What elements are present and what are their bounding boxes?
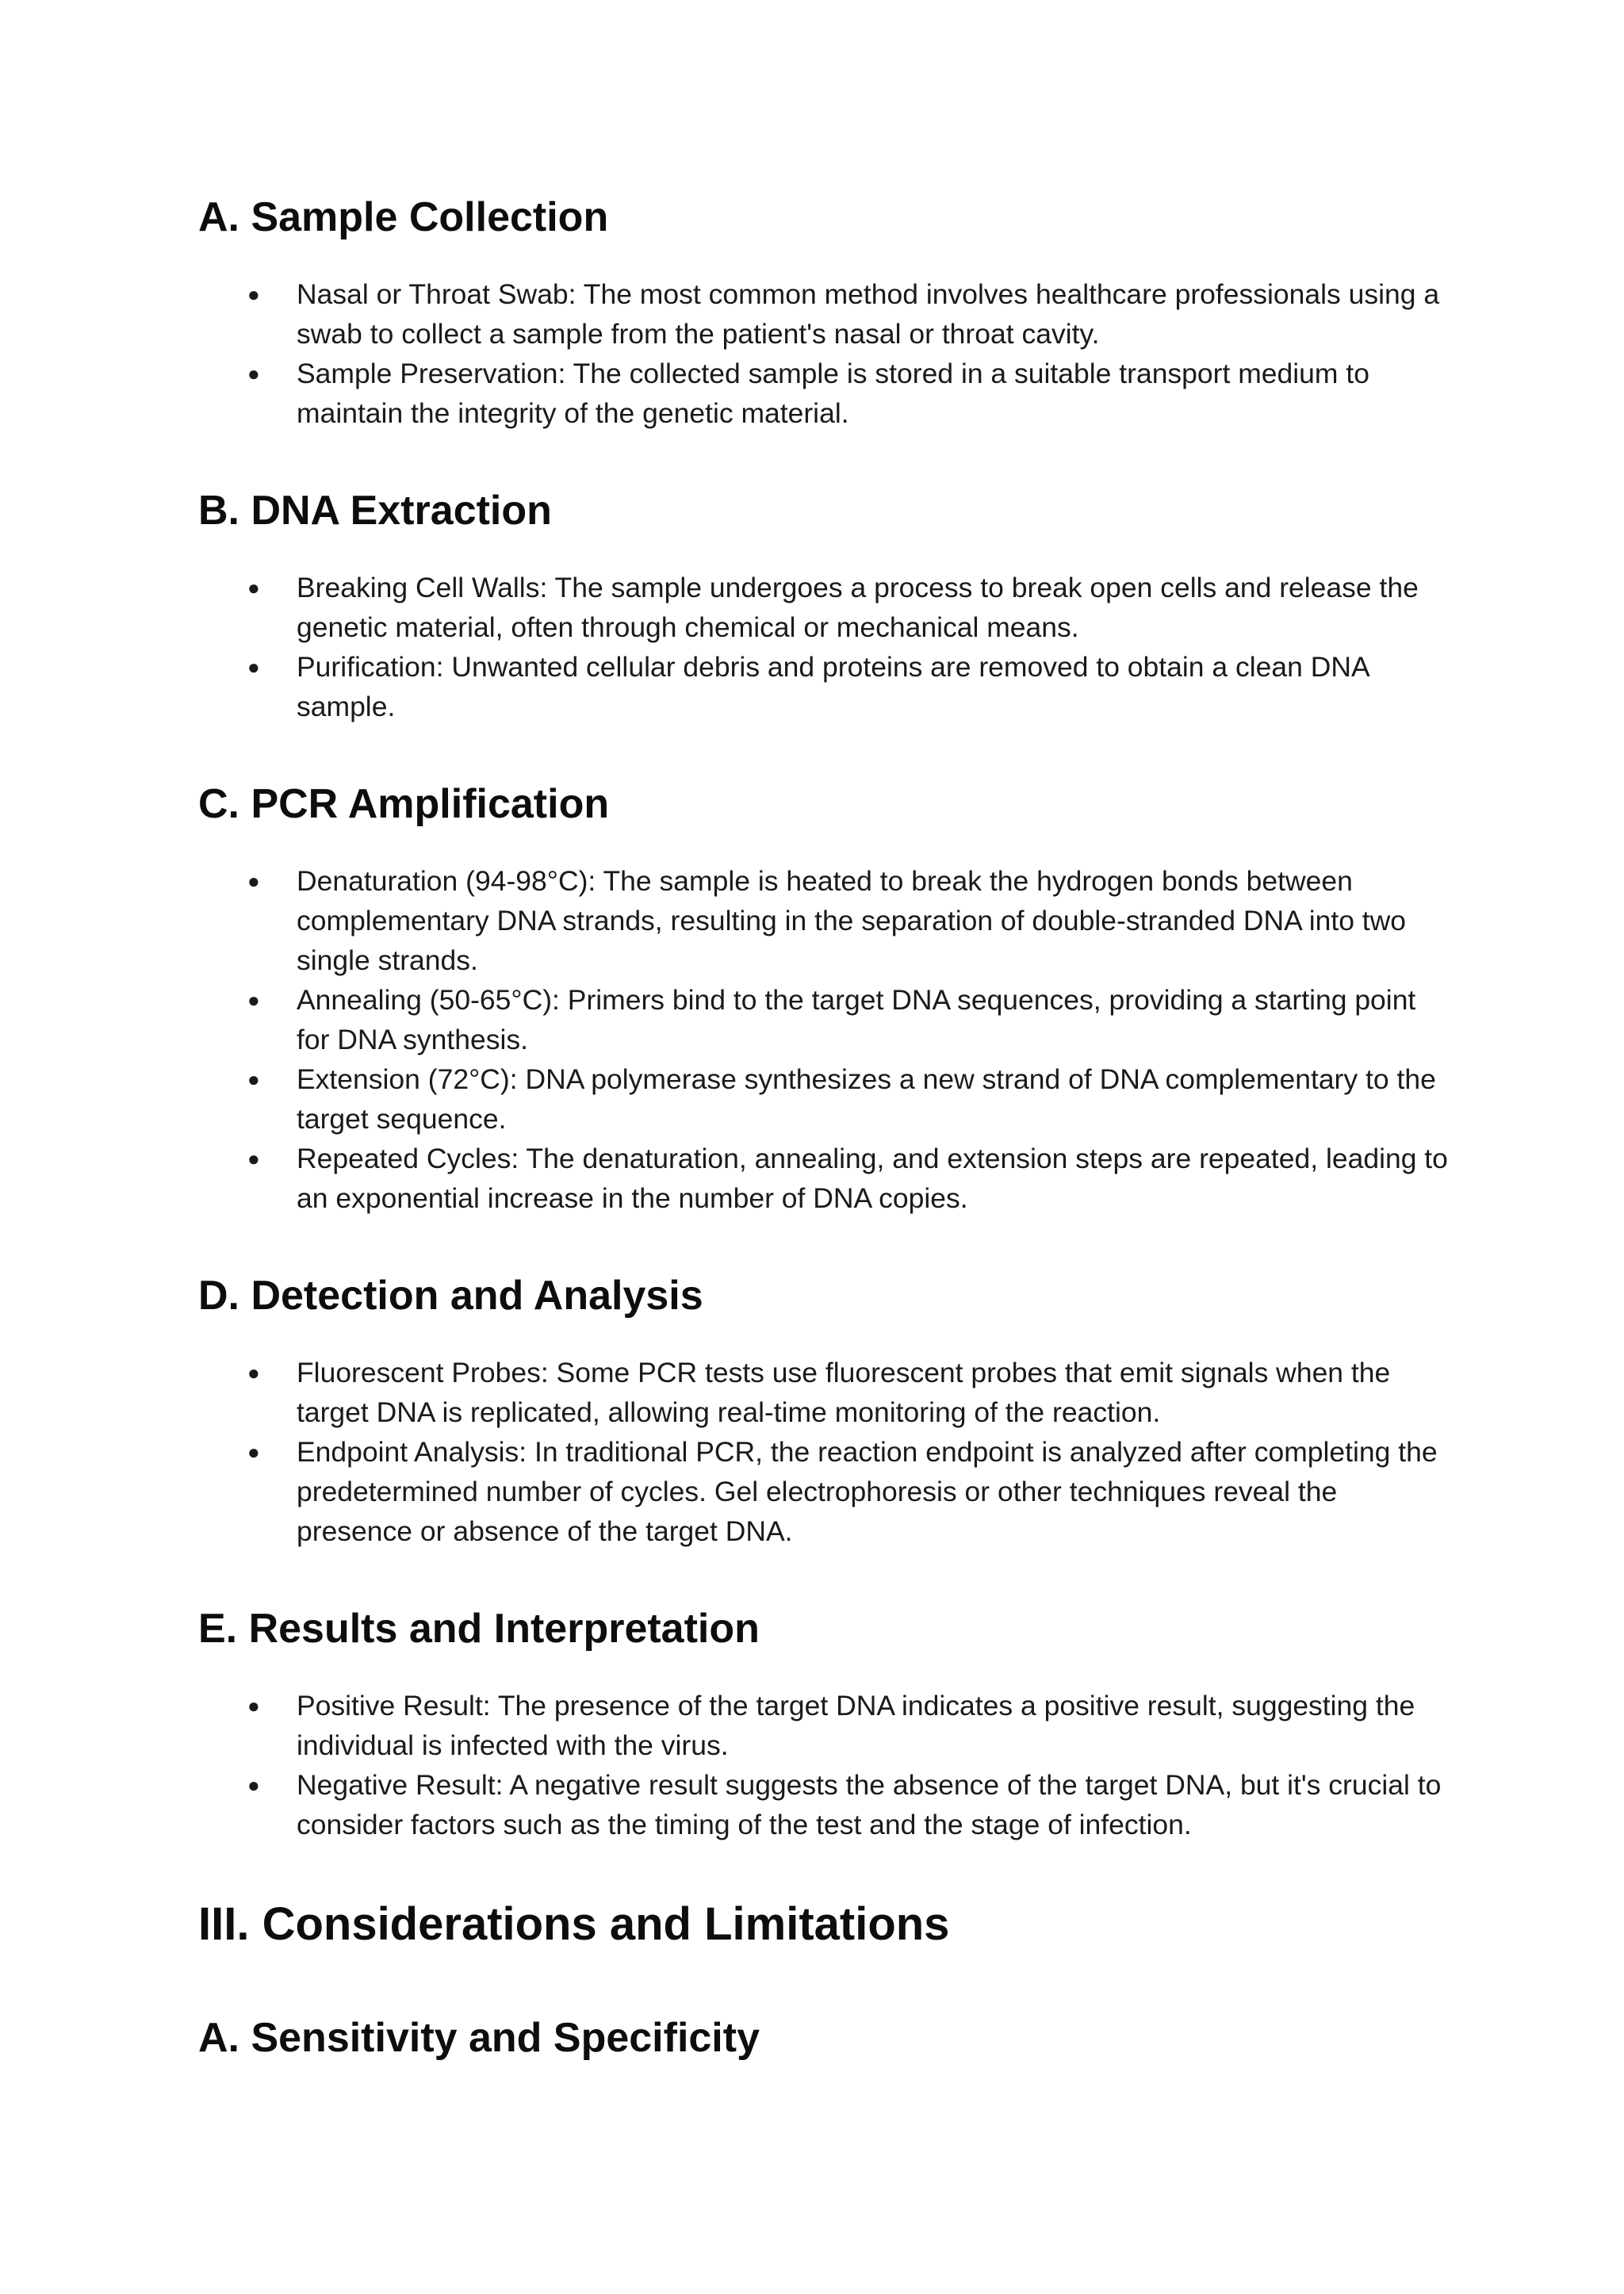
list-item	[198, 1353, 1451, 1432]
section-sample-collection	[198, 190, 1451, 433]
bullet-icon: ●	[247, 362, 260, 385]
document-page	[198, 190, 1451, 2095]
section-heading: A. Sample Collection	[198, 194, 609, 240]
section-results-interpretation	[198, 1602, 1451, 1844]
list-item-text: Breaking Cell Walls: The sample undergoes a process to break open cells and release the genetic material, often through chemical or mechanical means.	[297, 572, 1419, 643]
bullet-list	[198, 1686, 1451, 1844]
list-item-text: Denaturation (94-98°C): The sample is heated to break the hydrogen bonds between complementary DNA strands, resulting in the separation of double-stranded DNA into two single strands.	[297, 865, 1407, 976]
bullet-icon: ●	[247, 1440, 260, 1464]
list-item	[198, 354, 1451, 433]
list-item	[198, 647, 1451, 726]
list-item-text: Nasal or Throat Swab: The most common method involves healthcare professionals using a swab to collect a sample from the patient's nasal or throat cavity.	[297, 278, 1440, 350]
list-item-text: Extension (72°C): DNA polymerase synthesizes a new strand of DNA complementary to the target sequence.	[297, 1063, 1436, 1135]
main-heading: III. Considerations and Limitations	[198, 1898, 950, 1950]
list-item-text: Positive Result: The presence of the target DNA indicates a positive result, suggesting the individual is infected with the virus.	[297, 1690, 1415, 1761]
list-item	[198, 1686, 1451, 1765]
bullet-icon: ●	[247, 1361, 260, 1384]
bullet-icon: ●	[247, 1147, 260, 1170]
bullet-icon: ●	[247, 576, 260, 599]
list-item	[198, 861, 1451, 980]
section-pcr-amplification	[198, 777, 1451, 1218]
list-item-text: Purification: Unwanted cellular debris and proteins are removed to obtain a clean DNA sample.	[297, 651, 1369, 722]
bullet-icon: ●	[247, 1067, 260, 1091]
section-dna-extraction	[198, 484, 1451, 726]
section-detection-analysis	[198, 1269, 1451, 1551]
list-item	[198, 1059, 1451, 1139]
list-item	[198, 980, 1451, 1059]
section-heading: E. Results and Interpretation	[198, 1606, 760, 1652]
bullet-icon: ●	[247, 869, 260, 893]
list-item-text: Negative Result: A negative result suggests the absence of the target DNA, but it's crucial to consider factors such as the timing of the test and the stage of infection.	[297, 1769, 1442, 1840]
bullet-icon: ●	[247, 655, 260, 679]
bullet-icon: ●	[247, 1694, 260, 1718]
list-item	[198, 1139, 1451, 1218]
bullet-list	[198, 861, 1451, 1218]
final-subheading: A. Sensitivity and Specificity	[198, 2015, 760, 2061]
bullet-icon: ●	[247, 988, 260, 1012]
list-item-text: Sample Preservation: The collected sample is stored in a suitable transport medium to maintain the integrity of the genetic material.	[297, 358, 1369, 429]
list-item-text: Endpoint Analysis: In traditional PCR, the reaction endpoint is analyzed after completing the predetermined number of cycles. Gel electrophoresis or other techniques reveal the presence or absence of the target DNA.	[297, 1436, 1438, 1547]
bullet-list	[198, 1353, 1451, 1551]
bullet-list	[198, 568, 1451, 726]
list-item-text: Annealing (50-65°C): Primers bind to the target DNA sequences, providing a starting point for DNA synthesis.	[297, 984, 1416, 1055]
list-item	[198, 274, 1451, 354]
list-item	[198, 1765, 1451, 1844]
bullet-icon: ●	[247, 1773, 260, 1797]
list-item	[198, 568, 1451, 647]
bullet-list	[198, 274, 1451, 433]
section-heading: C. PCR Amplification	[198, 781, 610, 827]
section-heading: D. Detection and Analysis	[198, 1273, 703, 1319]
list-item-text: Fluorescent Probes: Some PCR tests use fluorescent probes that emit signals when the target DNA is replicated, allowing real-time monitoring of the reaction.	[297, 1357, 1391, 1428]
bullet-icon: ●	[247, 282, 260, 306]
section-heading: B. DNA Extraction	[198, 488, 552, 534]
list-item	[198, 1432, 1451, 1551]
list-item-text: Repeated Cycles: The denaturation, annealing, and extension steps are repeated, leading to an exponential increase in the number of DNA copies.	[297, 1143, 1448, 1214]
